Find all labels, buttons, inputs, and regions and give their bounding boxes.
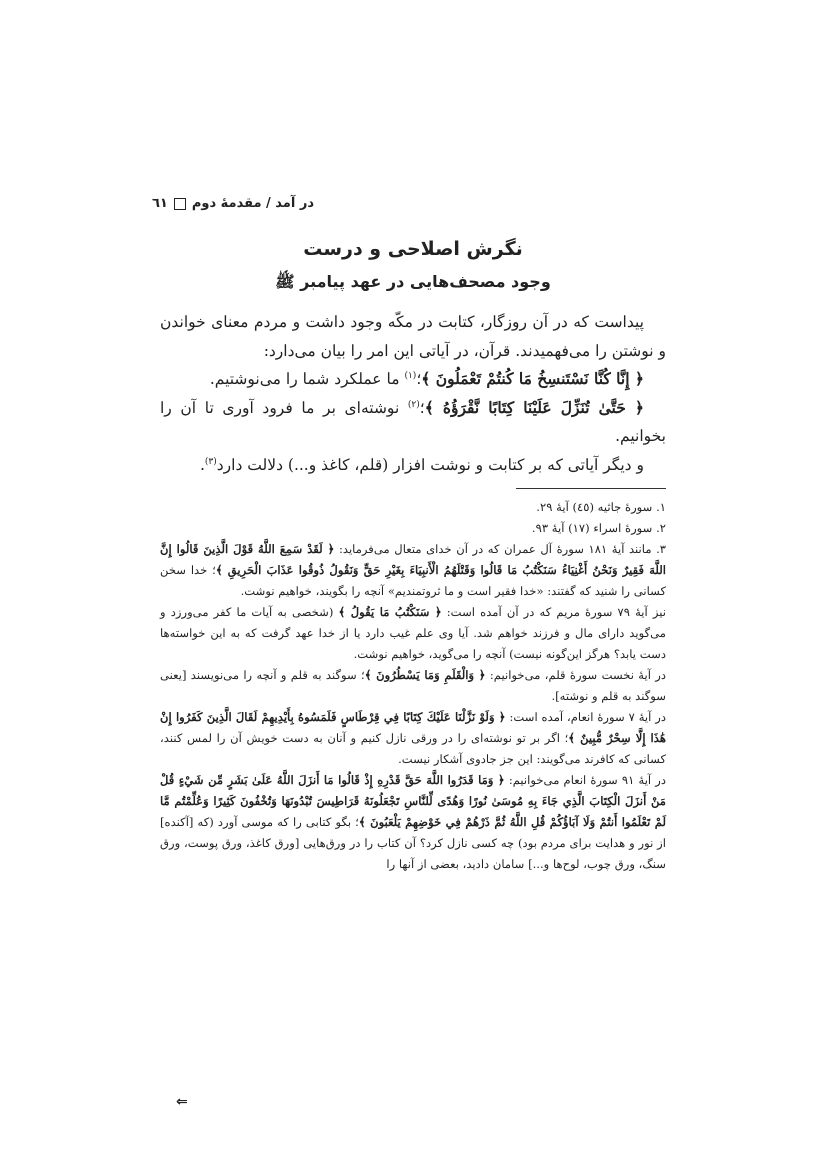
body-last-text: و دیگر آیاتی که بر کتابت و نوشت افزار (قلم، کاغذ و...) دلالت دارد	[216, 455, 644, 474]
footnote-3-cont-2	[160, 665, 666, 707]
section-subtitle: وجود مصحف‌هایی در عهد پیامبر ﷺ	[275, 272, 551, 291]
footnote-6-translation: ؛ اگر بر تو نوشته‌ای را در ورقی نازل کنیم و آنان به دست خویش آن را لمس کنند، کسانی که کافرند می‌گویند: این جز جادوی آشکار نیست.	[160, 731, 666, 766]
footnote-7-intro: در آیهٔ ٩١ سورهٔ انعام می‌خوانیم:	[508, 773, 667, 787]
footnotes	[160, 497, 666, 875]
verse-quote-2: ﴿ حَتَّىٰ تُنَزِّلَ عَلَيْنَا كِتَابًا نَّقْرَؤُهُ ﴾	[424, 397, 644, 417]
footnote-3-cont-1	[160, 602, 666, 665]
footnote-3-cont-4	[160, 770, 666, 875]
body-paragraph-last	[160, 451, 666, 480]
verse-translation-1: ما عملکرد شما را می‌نوشتیم.	[209, 370, 405, 388]
verse-line-2: ﴿ حَتَّىٰ تُنَزِّلَ عَلَيْنَا كِتَابًا نَّقْرَؤُهُ ﴾؛$^{(٢)}$ نوشته‌ای بر ما فرود آوری تا آن را بخوانیم.	[160, 397, 666, 445]
footnote-6-intro: در آیهٔ ٧ سورهٔ انعام، آمده است:	[509, 710, 667, 724]
footnote-7-translation: ؛ بگو کتابی را که موسی آورد (که [آکنده] از نور و هدایت برای مردم بود) چه کسی نازل کرد؟ آن کتاب را در ورق‌هایی [ورق کاغذ، ورق پوست، ورق سنگ، ورق چوب، لوح‌ها و...] سامان دادید، بعضی از آنها را	[160, 815, 666, 871]
footnote-5-intro: در آیهٔ نخست سورهٔ قلم، می‌خوانیم:	[489, 668, 667, 682]
running-head	[152, 196, 314, 211]
footnote-5-translation: ؛ سوگند به قلم و آنچه را می‌نویسند [یعنی سوگند به قلم و نوشته].	[160, 668, 666, 703]
footnote-4-quote: ﴿ سَنَكْتُبُ مَا يَقُولُ ﴾	[338, 605, 442, 619]
footnote-4-intro: نیز آیهٔ ٧٩ سورهٔ مریم که در آن آمده است:	[446, 605, 666, 619]
continuation-arrow-icon: ⇐	[176, 1094, 188, 1110]
body-paragraph-1: پیداست که در آن روزگار، کتابت در مکّه وجود داشت و مردم معنای خواندن و نوشتن را می‌فهمیدند. قرآن، در آیاتی این امر را بیان می‌دارد:	[160, 313, 666, 360]
verse-translation-2: نوشته‌ای بر ما فرود آوری تا آن را بخوانیم.	[160, 398, 666, 445]
footnote-1: ١. سورهٔ جاثیه (٤٥) آیهٔ ٢٩.	[536, 500, 666, 514]
footnote-3-translation: ؛ خدا سخن کسانی را شنید که گفتند: «خدا فقیر است و ما ثروتمندیم» آنچه را بگویند، خواهیم نوشت.	[160, 563, 666, 598]
footnote-7-quote: ﴿ وَمَا قَدَرُوا اللَّهَ حَقَّ قَدْرِهِ إِذْ قَالُوا مَا أَنزَلَ اللَّهُ عَلَىٰ بَشَرٍ مِّن شَيْءٍ قُلْ مَنْ أَنزَلَ الْكِتَابَ الَّذِي جَاءَ بِهِ مُوسَىٰ نُورًا وَهُدًى لِّلنَّاسِ تَجْعَلُونَهُ قَرَاطِيسَ تُبْدُونَهَا وَتُخْفُونَ كَثِيرًا وَعُلِّمْتُم مَّا لَمْ تَعْلَمُوا أَنتُمْ وَلَا آبَاؤُكُمْ قُلِ اللَّهُ ثُمَّ ذَرْهُمْ فِي خَوْضِهِمْ يَلْعَبُونَ ﴾	[160, 773, 666, 829]
verse-quote-1: ﴿ إِنَّا كُنَّا نَسْتَنسِخُ مَا كُنتُمْ تَعْمَلُونَ ﴾	[421, 369, 644, 388]
footnote-3-quote: ﴿ لَقَدْ سَمِعَ اللَّهُ قَوْلَ الَّذِينَ قَالُوا إِنَّ اللَّهَ فَقِيرٌ وَنَحْنُ أَغْنِيَاءُ سَنَكْتُبُ مَا قَالُوا وَقَتْلَهُمُ الْأَنبِيَاءَ بِغَيْرِ حَقٍّ وَنَقُولُ ذُوقُوا عَذَابَ الْحَرِيقِ ﴾	[160, 542, 666, 577]
verse-ref-2: (٢)	[407, 399, 420, 410]
footnote-3	[160, 539, 666, 602]
body-text	[160, 308, 666, 479]
body-last-ref: (٣)	[204, 456, 217, 467]
verse-line-1: ﴿ إِنَّا كُنَّا نَسْتَنسِخُ مَا كُنتُمْ تَعْمَلُونَ ﴾؛$^{(١)}$ ما عملکرد شما را می‌نوشتیم.	[209, 369, 644, 388]
running-head-label: در آمد / مقدمهٔ دوم	[191, 196, 314, 211]
footnote-3-cont-3	[160, 707, 666, 770]
body-last-end: .	[199, 455, 205, 474]
page-number: ٦١	[151, 196, 168, 211]
footnote-3-intro: ٣. مانند آیهٔ ١٨١ سورهٔ آل عمران که در آن خدای متعال می‌فرماید:	[338, 542, 666, 556]
footnote-separator	[516, 488, 666, 489]
square-ornament-icon	[174, 198, 186, 210]
footnote-5-quote: ﴿ وَالْقَلَمِ وَمَا يَسْطُرُونَ ﴾	[364, 668, 486, 682]
footnote-4-translation: (شخصی به آیات ما کفر می‌ورزد و می‌گوید دارای مال و فرزند خواهم شد. آیا وی علم غیب دارد یا از خدا عهد گرفت که به این خواسته‌ها دست یابد؟ هرگز این‌گونه نیست) آنچه را می‌گوید، خواهیم نوشت.	[160, 605, 666, 661]
verse-ref-1: (١)	[404, 370, 417, 381]
footnote-2: ٢. سورهٔ اسراء (١٧) آیهٔ ٩٣.	[531, 521, 666, 535]
section-title: نگرش اصلاحی و درست	[303, 238, 523, 260]
footnote-6-quote: ﴿ وَلَوْ نَزَّلْنَا عَلَيْكَ كِتَابًا فِي قِرْطَاسٍ فَلَمَسُوهُ بِأَيْدِيهِمْ لَقَالَ الَّذِينَ كَفَرُوا إِنْ هَٰذَا إِلَّا سِحْرٌ مُّبِينٌ ﴾	[160, 710, 666, 745]
